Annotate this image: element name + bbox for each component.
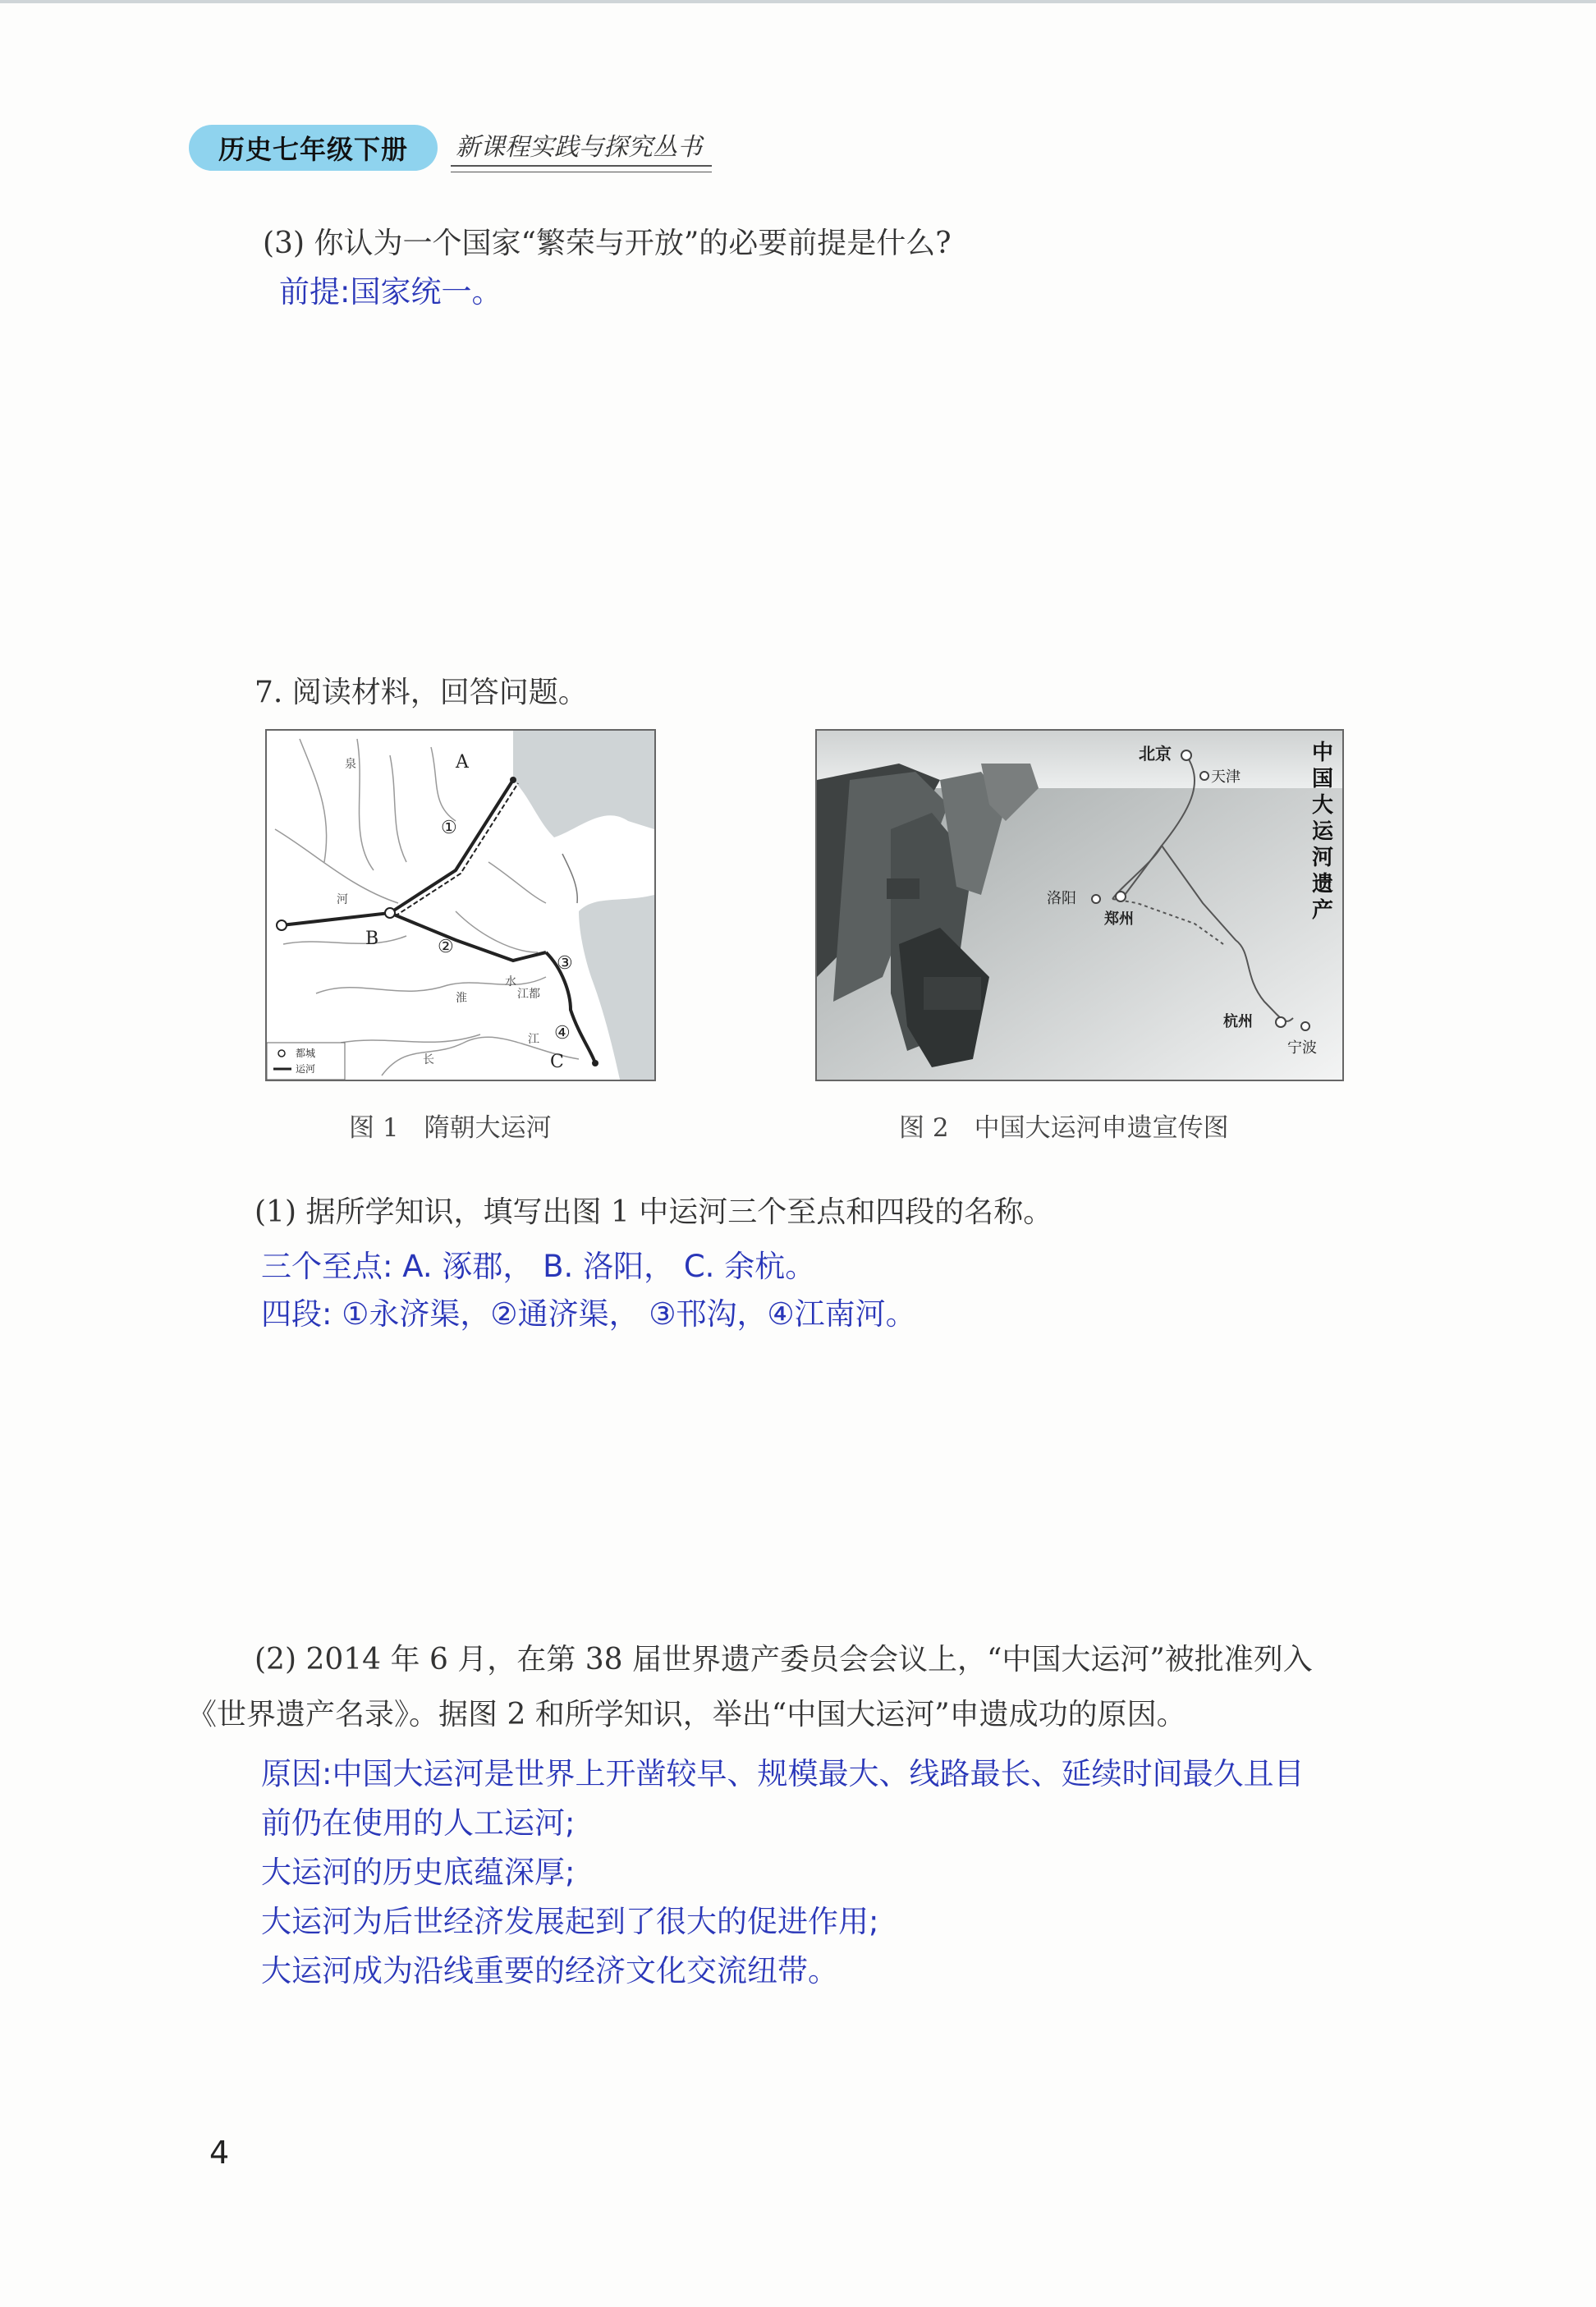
city-label-zhengzhou: 郑州 <box>1104 910 1134 928</box>
map-legend <box>267 1043 345 1080</box>
map-label-segment-4: ④ <box>554 1023 571 1043</box>
city-label-hangzhou: 杭州 <box>1223 1013 1253 1030</box>
answer-6-3: 前提:国家统一。 <box>279 274 502 310</box>
endpoint-marker-a <box>510 777 516 783</box>
map-label-segment-3: ③ <box>557 953 573 974</box>
question-7-1: (1) 据所学知识，填写出图 1 中运河三个至点和四段的名称。 <box>255 1195 1053 1229</box>
page-header <box>189 123 702 172</box>
legend-capital-label: 都城 <box>296 1048 316 1059</box>
question-7-2-line1: (2) 2014 年 6 月，在第 38 届世界遗产委员会会议上，“中国大运河”被批准列入 <box>255 1643 1313 1676</box>
map-river-label-4: 淮 <box>456 992 467 1005</box>
figure-1-caption: 图 1 隋朝大运河 <box>349 1113 552 1143</box>
capital-marker-west <box>277 920 287 930</box>
answer-7-2-line: 大运河的历史底蕴深厚; <box>261 1855 576 1890</box>
series-name <box>456 126 702 169</box>
city-label-tianjin: 天津 <box>1211 768 1241 786</box>
poster-title-char: 河 <box>1312 846 1334 870</box>
map-river-label-2: 河 <box>337 893 348 906</box>
city-marker-hangzhou <box>1276 1017 1286 1027</box>
map-label-segment-2: ② <box>438 937 454 957</box>
question-6-3: (3) 你认为一个国家“繁荣与开放”的必要前提是什么? <box>263 227 952 260</box>
city-marker-tianjin <box>1200 772 1208 780</box>
map-label-c: C <box>550 1052 564 1072</box>
poster-title-char: 大 <box>1312 793 1334 818</box>
map-river-label-6: 长 <box>423 1053 434 1066</box>
answer-7-2-line: 大运河成为沿线重要的经济文化交流纽带。 <box>261 1953 838 1988</box>
top-border <box>0 0 1596 3</box>
city-marker-beijing <box>1181 750 1191 760</box>
series-underline <box>451 165 712 172</box>
poster-title-char: 运 <box>1312 819 1334 844</box>
poster-title-char: 产 <box>1312 898 1334 923</box>
page-number: 4 <box>209 2135 230 2171</box>
city-label-ningbo: 宁波 <box>1287 1039 1317 1057</box>
question-7-2-line2: 《世界遗产名录》。据图 2 和所学知识，举出“中国大运河”申遗成功的原因。 <box>187 1698 1186 1731</box>
city-marker-luoyang <box>1092 895 1100 903</box>
poster-title-char: 遗 <box>1312 872 1334 897</box>
poster-title-char: 中 <box>1312 741 1334 765</box>
map-label-b: B <box>365 929 379 949</box>
heritage-poster-svg <box>817 731 1342 1080</box>
figure-2-caption: 图 2 中国大运河申遗宣传图 <box>899 1113 1229 1143</box>
sui-canal-map-svg <box>267 731 654 1080</box>
city-label-beijing: 北京 <box>1139 744 1172 764</box>
answer-7-1-endpoints: 三个至点: A. 涿郡， B. 洛阳， C. 余杭。 <box>261 1249 816 1284</box>
map-river-label-5: 江 <box>528 1033 539 1046</box>
book-title-tag: 历史七年级下册 <box>189 125 438 171</box>
figure-1-sui-canal-map <box>265 729 656 1081</box>
capital-marker-b <box>385 908 395 918</box>
answer-7-2-line: 大运河为后世经济发展起到了很大的促进作用; <box>261 1904 879 1939</box>
endpoint-marker-c <box>592 1060 598 1066</box>
legend-canal-label: 运河 <box>296 1063 316 1075</box>
series-name-text: 新课程实践与探究丛书 <box>456 133 703 162</box>
city-label-luoyang: 洛阳 <box>1047 890 1076 907</box>
poster-vertical-title <box>1312 741 1334 923</box>
map-river-label-3: 水 <box>505 975 516 988</box>
figure-2-heritage-poster <box>815 729 1344 1081</box>
map-label-a: A <box>456 752 469 773</box>
city-marker-zhengzhou <box>1116 892 1126 901</box>
poster-title-char: 国 <box>1312 767 1334 791</box>
map-river-label-1: 泉 <box>345 758 356 771</box>
city-marker-ningbo <box>1301 1022 1309 1030</box>
answer-7-2-line: 原因:中国大运河是世界上开凿较早、规模最大、线路最长、延续时间最久且目 <box>261 1756 1305 1791</box>
answer-7-2-line: 前仍在使用的人工运河; <box>261 1805 576 1841</box>
question-7-stem: 7. 阅读材料，回答问题。 <box>255 676 588 709</box>
map-city-label-jiangdu: 江都 <box>517 988 540 1001</box>
map-label-segment-1: ① <box>441 818 457 838</box>
answer-7-1-segments: 四段: ①永济渠，②通济渠， ③邗沟，④江南河。 <box>261 1296 916 1332</box>
